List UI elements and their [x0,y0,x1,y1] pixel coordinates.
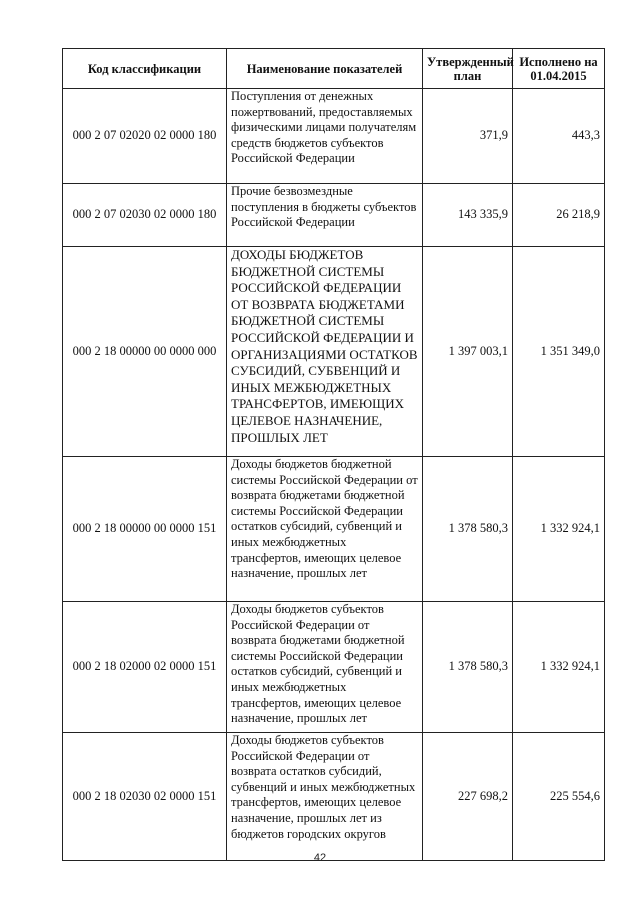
header-name: Наименование показателей [227,49,423,89]
page-number: 42 [313,852,327,864]
row-code: 000 2 18 00000 00 0000 151 [63,457,227,602]
row-executed: 26 218,9 [513,184,605,247]
row-plan: 1 378 580,3 [423,457,513,602]
row-code: 000 2 18 02000 02 0000 151 [63,602,227,733]
row-name: ДОХОДЫ БЮДЖЕТОВ БЮДЖЕТНОЙ СИСТЕМЫ РОССИЙСКОЙ ФЕДЕРАЦИИ ОТ ВОЗВРАТА БЮДЖЕТАМИ БЮДЖЕТНОЙ СИСТЕМЫ РОССИЙСКОЙ ФЕДЕРАЦИИ И ОРГАНИЗАЦИЯМИ ОСТАТКОВ СУБСИДИЙ, СУБВЕНЦИЙ И ИНЫХ МЕЖБЮДЖЕТНЫХ ТРАНСФЕРТОВ, ИМЕЮЩИХ ЦЕЛЕВОЕ НАЗНАЧЕНИЕ, ПРОШЛЫХ ЛЕТ [227,247,423,457]
row-name: Доходы бюджетов субъектов Российской Федерации от возврата бюджетами бюджетной системы Российской Федерации остатков субсидий, субвенций и иных межбюджетных трансфертов, имеющих целевое назначение, прошлых лет [227,602,423,733]
row-plan: 1 397 003,1 [423,247,513,457]
row-plan: 1 378 580,3 [423,602,513,733]
header-executed: Исполнено на 01.04.2015 [513,49,605,89]
budget-table [62,48,605,861]
row-code: 000 2 18 02030 02 0000 151 [63,733,227,861]
table-row [63,184,605,247]
row-code: 000 2 18 00000 00 0000 000 [63,247,227,457]
table-row [63,457,605,602]
header-plan: Утвержденный план [423,49,513,89]
row-executed: 225 554,6 [513,733,605,861]
row-name: Прочие безвозмездные поступления в бюджеты субъектов Российской Федерации [227,184,423,247]
row-plan: 227 698,2 [423,733,513,861]
row-executed: 1 332 924,1 [513,457,605,602]
table-row [63,89,605,184]
table-row [63,733,605,861]
row-code: 000 2 07 02020 02 0000 180 [63,89,227,184]
row-plan: 143 335,9 [423,184,513,247]
row-executed: 443,3 [513,89,605,184]
row-executed: 1 351 349,0 [513,247,605,457]
table-row [63,247,605,457]
header-code: Код классификации [63,49,227,89]
row-name: Доходы бюджетов субъектов Российской Федерации от возврата остатков субсидий, субвенций и иных межбюджетных трансфертов, имеющих целевое назначение, прошлых лет из бюджетов городских округов [227,733,423,861]
row-name: Поступления от денежных пожертвований, предоставляемых физическими лицами получателям средств бюджетов субъектов Российской Федерации [227,89,423,184]
row-executed: 1 332 924,1 [513,602,605,733]
row-plan: 371,9 [423,89,513,184]
row-code: 000 2 07 02030 02 0000 180 [63,184,227,247]
row-name: Доходы бюджетов бюджетной системы Российской Федерации от возврата бюджетами бюджетной системы Российской Федерации остатков субсидий, субвенций и иных межбюджетных трансфертов, имеющих целевое назначение, прошлых лет [227,457,423,602]
table-row [63,602,605,733]
table-header-row [63,49,605,89]
